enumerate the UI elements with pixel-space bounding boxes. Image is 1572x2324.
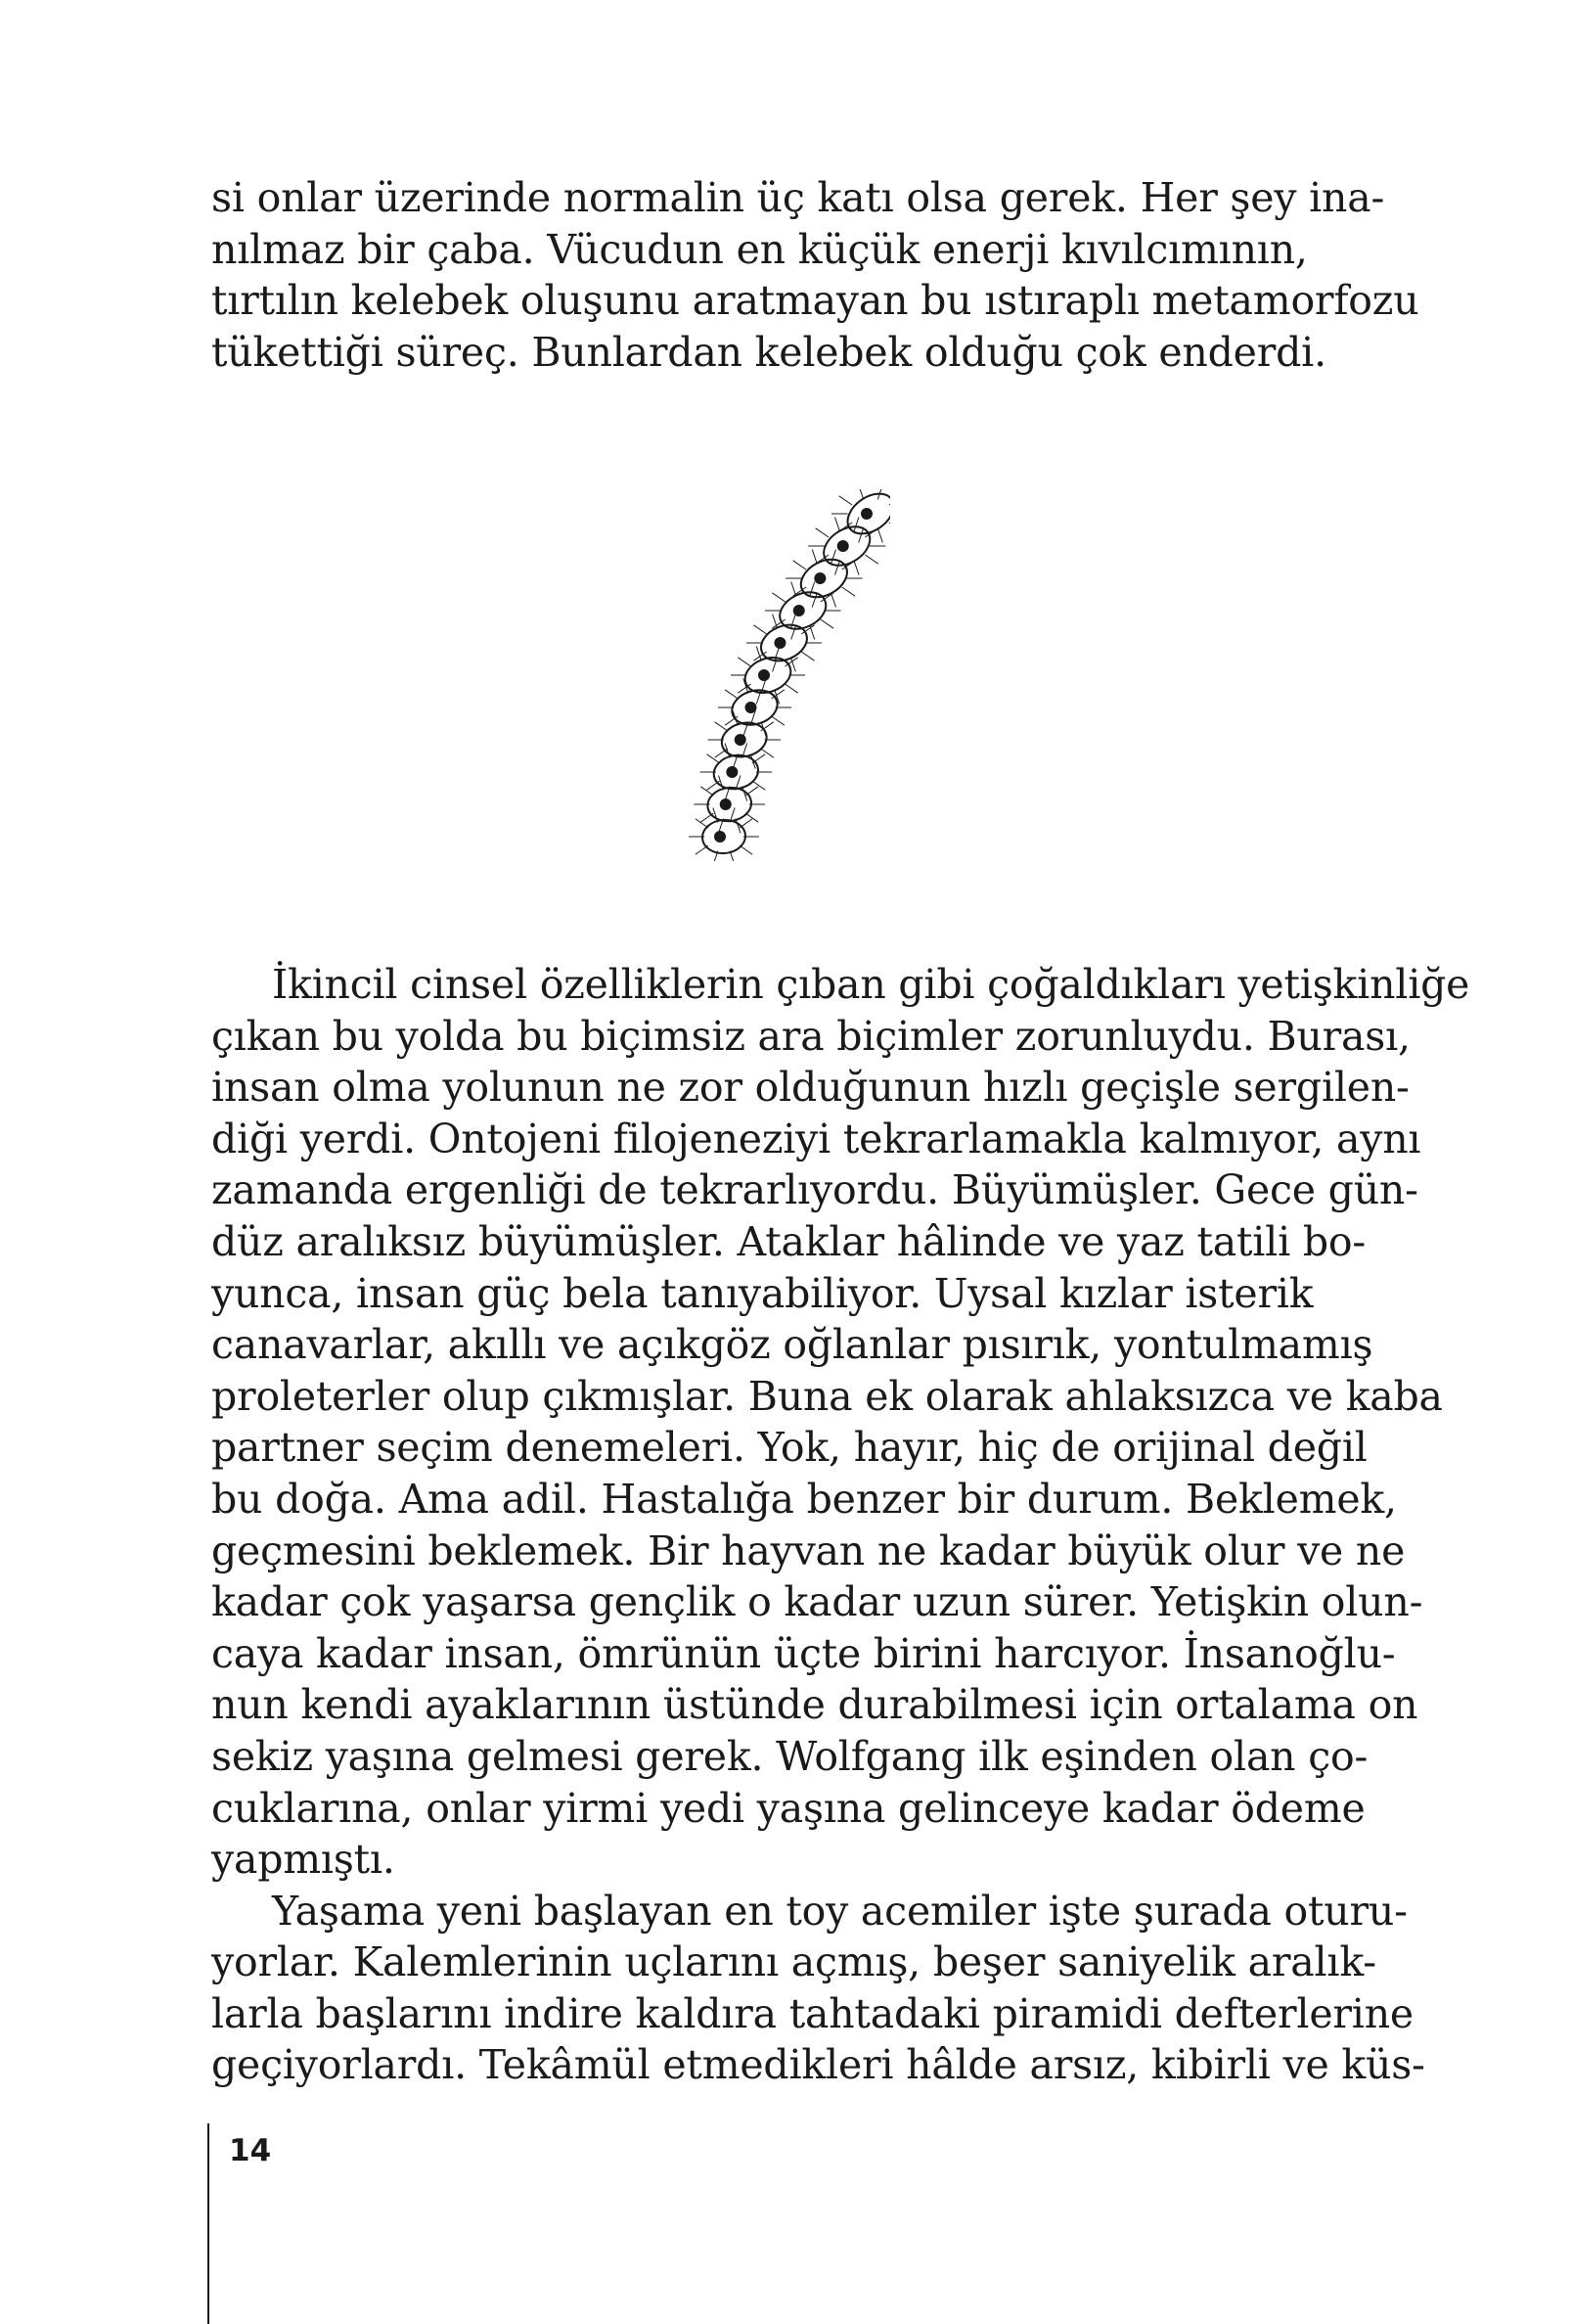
text-line: nun kendi ayaklarının üstünde durabilmesi için ortalama on xyxy=(211,1681,1418,1729)
text-line: larla başlarını indire kaldıra tahtadaki piramidi defterlerine xyxy=(211,1989,1414,2037)
text-line: düz aralıksız büyümüşler. Ataklar hâlinde ve yaz tatili bo- xyxy=(211,1217,1367,1265)
text-line: caya kadar insan, ömrünün üçte birini harcıyor. İnsanoğlu- xyxy=(211,1629,1396,1677)
page-number: 14 xyxy=(229,2133,272,2168)
text-line: tükettiği süreç. Bunlardan kelebek olduğu çok enderdi. xyxy=(211,328,1326,376)
text-line: yunca, insan güç bela tanıyabiliyor. Uysal kızlar isterik xyxy=(211,1269,1314,1317)
text-line: bu doğa. Ama adil. Hastalığa benzer bir durum. Beklemek, xyxy=(211,1475,1397,1523)
text-line: insan olma yolunun ne zor olduğunun hızlı geçişle sergilen- xyxy=(211,1064,1410,1112)
text-line: si onlar üzerinde normalin üç katı olsa gerek. Her şey ina- xyxy=(211,174,1385,221)
paragraph-2 xyxy=(211,959,1470,1886)
text-line: tırtılın kelebek oluşunu aratmayan bu ıstıraplı metamorfozu xyxy=(211,277,1419,325)
text-line: proleterler olup çıkmışlar. Buna ek olarak ahlaksızca ve kaba xyxy=(211,1372,1443,1420)
text-line: geçiyorlardı. Tekâmül etmedikleri hâlde arsız, kibirli ve küs- xyxy=(211,2041,1425,2089)
text-line: geçmesini beklemek. Bir hayvan ne kadar büyük olur ve ne xyxy=(211,1527,1406,1574)
text-line: canavarlar, akıllı ve açıkgöz oğlanlar pısırık, yontulmamış xyxy=(211,1321,1373,1369)
text-line: yapmıştı. xyxy=(211,1836,395,1884)
text-line: çıkan bu yolda bu biçimsiz ara biçimler zorunluydu. Burası, xyxy=(211,1012,1411,1060)
text-line: nılmaz bir çaba. Vücudun en küçük enerji kıvılcımının, xyxy=(211,225,1308,273)
paragraph-3 xyxy=(211,1886,1425,2091)
footer-rule xyxy=(207,2123,209,2324)
text-line: Yaşama yeni başlayan en toy acemiler işte şurada oturu- xyxy=(272,1887,1408,1935)
paragraph-1 xyxy=(211,172,1419,378)
text-line: kadar çok yaşarsa gençlik o kadar uzun sürer. Yetişkin olun- xyxy=(211,1578,1423,1626)
text-line: sekiz yaşına gelmesi gerek. Wolfgang ilk eşinden olan ço- xyxy=(211,1732,1369,1780)
text-line: partner seçim denemeleri. Yok, hayır, hiç de orijinal değil xyxy=(211,1424,1368,1472)
text-line: zamanda ergenliği de tekrarlıyordu. Büyümüşler. Gece gün- xyxy=(211,1166,1418,1214)
main-text xyxy=(211,959,1470,2091)
text-line: İkincil cinsel özelliklerin çıban gibi çoğaldıkları yetişkinliğe xyxy=(272,961,1470,1008)
text-line: diği yerdi. Ontojeni filojeneziyi tekrarlamakla kalmıyor, aynı xyxy=(211,1115,1421,1162)
caterpillar-drawing xyxy=(636,489,890,861)
text-line: yorlar. Kalemlerinin uçlarını açmış, beşer saniyelik aralık- xyxy=(211,1938,1376,1986)
text-line: cuklarına, onlar yirmi yedi yaşına gelinceye kadar ödeme xyxy=(211,1784,1366,1832)
